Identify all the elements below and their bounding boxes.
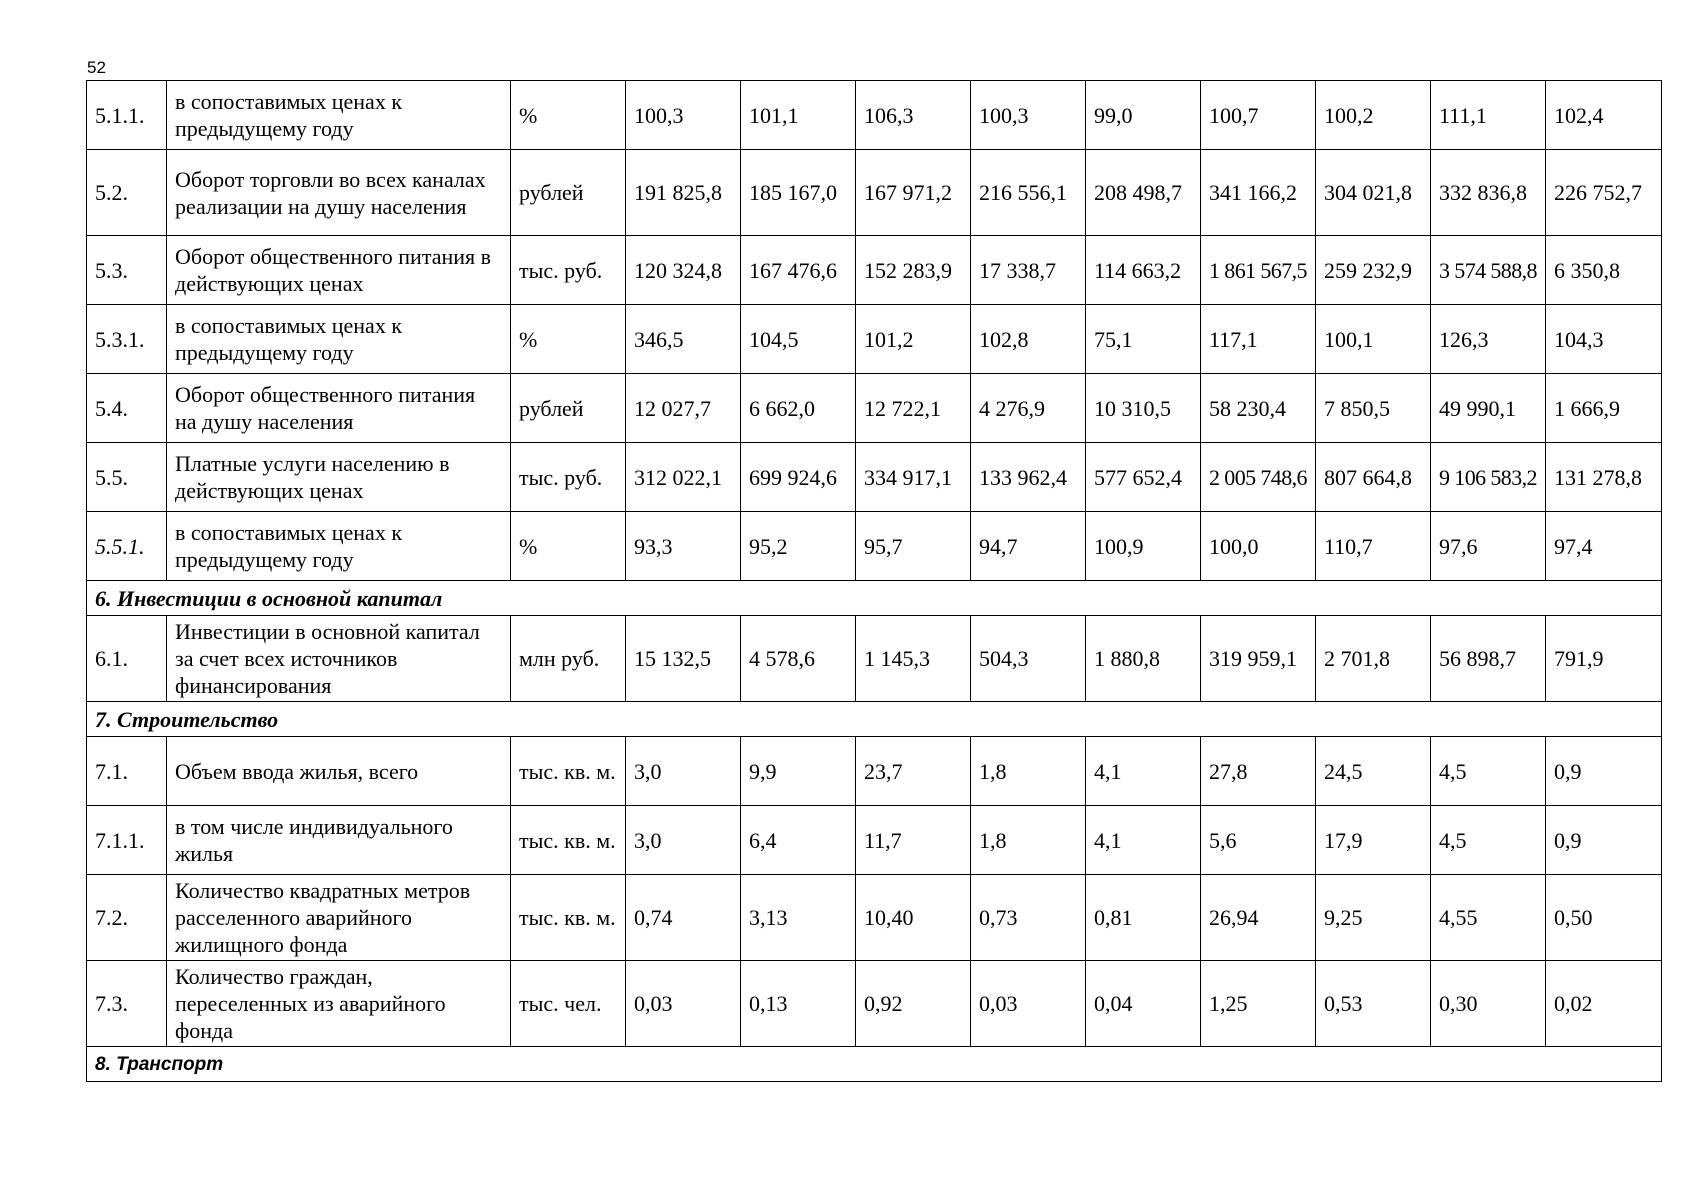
value-cell: 216 556,1 [971,150,1086,236]
value-cell: 0,02 [1546,961,1662,1047]
value-cell: 102,4 [1546,81,1662,150]
table-row [87,374,1662,443]
section-header-row [87,1047,1662,1082]
row-code: 7.2. [87,875,167,961]
row-code: 5.5.1. [87,512,167,581]
value-cell: 97,6 [1431,512,1546,581]
value-cell: 4,1 [1086,806,1201,875]
value-cell: 1 145,3 [856,616,971,702]
value-cell: 97,4 [1546,512,1662,581]
value-cell: 4 578,6 [741,616,856,702]
value-cell: 101,2 [856,305,971,374]
section-title: 8. Транспорт [87,1047,1662,1082]
value-cell: 94,7 [971,512,1086,581]
table-row [87,236,1662,305]
value-cell: 95,7 [856,512,971,581]
value-cell: 126,3 [1431,305,1546,374]
value-cell: 7 850,5 [1316,374,1431,443]
value-cell: 0,9 [1546,737,1662,806]
value-cell: 6 350,8 [1546,236,1662,305]
value-cell: 131 278,8 [1546,443,1662,512]
value-cell: 312 022,1 [626,443,741,512]
value-cell: 4,5 [1431,737,1546,806]
unit-cell: тыс. кв. м. [511,737,626,806]
indicator-name: Инвестиции в основной капитал за счет всех источников финансирования [167,616,511,702]
value-cell: 167 476,6 [741,236,856,305]
statistics-table [86,80,1662,1082]
value-cell: 1,8 [971,737,1086,806]
value-cell: 27,8 [1201,737,1316,806]
value-cell: 75,1 [1086,305,1201,374]
row-code: 5.3. [87,236,167,305]
value-cell: 101,1 [741,81,856,150]
section-title: 7. Строительство [87,702,1662,737]
value-cell: 1 880,8 [1086,616,1201,702]
value-cell: 26,94 [1201,875,1316,961]
value-cell: 9,25 [1316,875,1431,961]
unit-cell: % [511,81,626,150]
value-cell: 15 132,5 [626,616,741,702]
unit-cell: тыс. руб. [511,236,626,305]
row-code: 6.1. [87,616,167,702]
indicator-name: в том числе индивидуального жилья [167,806,511,875]
value-cell: 102,8 [971,305,1086,374]
value-cell: 93,3 [626,512,741,581]
value-cell: 133 962,4 [971,443,1086,512]
table-row [87,81,1662,150]
indicator-name: Оборот общественного питания в действующих ценах [167,236,511,305]
value-cell: 319 959,1 [1201,616,1316,702]
table-row [87,875,1662,961]
value-cell: 226 752,7 [1546,150,1662,236]
table-row [87,961,1662,1047]
indicator-name: Количество граждан, переселенных из аварийного фонда [167,961,511,1047]
value-cell: 24,5 [1316,737,1431,806]
value-cell: 117,1 [1201,305,1316,374]
value-cell: 9,9 [741,737,856,806]
value-cell: 4,55 [1431,875,1546,961]
value-cell: 100,2 [1316,81,1431,150]
value-cell: 1 666,9 [1546,374,1662,443]
value-cell: 1,8 [971,806,1086,875]
value-cell: 2 701,8 [1316,616,1431,702]
indicator-name: Количество квадратных метров расселенного аварийного жилищного фонда [167,875,511,961]
value-cell: 185 167,0 [741,150,856,236]
unit-cell: тыс. руб. [511,443,626,512]
value-cell: 259 232,9 [1316,236,1431,305]
value-cell: 0,92 [856,961,971,1047]
value-cell: 10 310,5 [1086,374,1201,443]
table-row [87,737,1662,806]
value-cell: 2 005 748,6 [1201,443,1316,512]
value-cell: 6 662,0 [741,374,856,443]
value-cell: 0,03 [626,961,741,1047]
value-cell: 11,7 [856,806,971,875]
value-cell: 111,1 [1431,81,1546,150]
value-cell: 100,3 [626,81,741,150]
value-cell: 99,0 [1086,81,1201,150]
value-cell: 791,9 [1546,616,1662,702]
section-header-row [87,702,1662,737]
value-cell: 56 898,7 [1431,616,1546,702]
row-code: 7.3. [87,961,167,1047]
unit-cell: тыс. кв. м. [511,875,626,961]
value-cell: 100,0 [1201,512,1316,581]
row-code: 5.1.1. [87,81,167,150]
value-cell: 167 971,2 [856,150,971,236]
table-row [87,806,1662,875]
value-cell: 807 664,8 [1316,443,1431,512]
value-cell: 0,53 [1316,961,1431,1047]
value-cell: 5,6 [1201,806,1316,875]
value-cell: 208 498,7 [1086,150,1201,236]
indicator-name: Оборот торговли во всех каналах реализации на душу населения [167,150,511,236]
value-cell: 0,04 [1086,961,1201,1047]
value-cell: 0,03 [971,961,1086,1047]
value-cell: 504,3 [971,616,1086,702]
value-cell: 346,5 [626,305,741,374]
indicator-name: Платные услуги населению в действующих ценах [167,443,511,512]
value-cell: 3 574 588,8 [1431,236,1546,305]
value-cell: 699 924,6 [741,443,856,512]
value-cell: 3,0 [626,806,741,875]
row-code: 5.4. [87,374,167,443]
unit-cell: рублей [511,374,626,443]
value-cell: 49 990,1 [1431,374,1546,443]
table-row [87,150,1662,236]
value-cell: 152 283,9 [856,236,971,305]
value-cell: 0,13 [741,961,856,1047]
page-number: 52 [87,58,106,77]
indicator-name: Оборот общественного питания на душу населения [167,374,511,443]
value-cell: 191 825,8 [626,150,741,236]
row-code: 5.2. [87,150,167,236]
section-header-row [87,581,1662,616]
value-cell: 3,0 [626,737,741,806]
indicator-name: в сопоставимых ценах к предыдущему году [167,81,511,150]
unit-cell: млн руб. [511,616,626,702]
value-cell: 17 338,7 [971,236,1086,305]
value-cell: 104,3 [1546,305,1662,374]
value-cell: 304 021,8 [1316,150,1431,236]
unit-cell: % [511,305,626,374]
indicator-name: в сопоставимых ценах к предыдущему году [167,305,511,374]
value-cell: 0,74 [626,875,741,961]
row-code: 5.3.1. [87,305,167,374]
value-cell: 0,50 [1546,875,1662,961]
value-cell: 0,30 [1431,961,1546,1047]
value-cell: 12 722,1 [856,374,971,443]
value-cell: 100,9 [1086,512,1201,581]
value-cell: 120 324,8 [626,236,741,305]
value-cell: 0,73 [971,875,1086,961]
value-cell: 100,7 [1201,81,1316,150]
value-cell: 100,3 [971,81,1086,150]
indicator-name: Объем ввода жилья, всего [167,737,511,806]
value-cell: 4,5 [1431,806,1546,875]
unit-cell: тыс. кв. м. [511,806,626,875]
value-cell: 95,2 [741,512,856,581]
unit-cell: % [511,512,626,581]
row-code: 7.1.1. [87,806,167,875]
value-cell: 10,40 [856,875,971,961]
table-row [87,305,1662,374]
value-cell: 58 230,4 [1201,374,1316,443]
value-cell: 104,5 [741,305,856,374]
table-row [87,443,1662,512]
value-cell: 4 276,9 [971,374,1086,443]
value-cell: 4,1 [1086,737,1201,806]
value-cell: 0,81 [1086,875,1201,961]
value-cell: 100,1 [1316,305,1431,374]
value-cell: 114 663,2 [1086,236,1201,305]
row-code: 5.5. [87,443,167,512]
value-cell: 110,7 [1316,512,1431,581]
value-cell: 334 917,1 [856,443,971,512]
section-title: 6. Инвестиции в основной капитал [87,581,1662,616]
unit-cell: рублей [511,150,626,236]
unit-cell: тыс. чел. [511,961,626,1047]
row-code: 7.1. [87,737,167,806]
value-cell: 17,9 [1316,806,1431,875]
value-cell: 1 861 567,5 [1201,236,1316,305]
value-cell: 1,25 [1201,961,1316,1047]
indicator-name: в сопоставимых ценах к предыдущему году [167,512,511,581]
value-cell: 0,9 [1546,806,1662,875]
value-cell: 341 166,2 [1201,150,1316,236]
value-cell: 23,7 [856,737,971,806]
value-cell: 332 836,8 [1431,150,1546,236]
table-row [87,512,1662,581]
value-cell: 12 027,7 [626,374,741,443]
value-cell: 3,13 [741,875,856,961]
table-row [87,616,1662,702]
value-cell: 9 106 583,2 [1431,443,1546,512]
value-cell: 106,3 [856,81,971,150]
value-cell: 6,4 [741,806,856,875]
value-cell: 577 652,4 [1086,443,1201,512]
